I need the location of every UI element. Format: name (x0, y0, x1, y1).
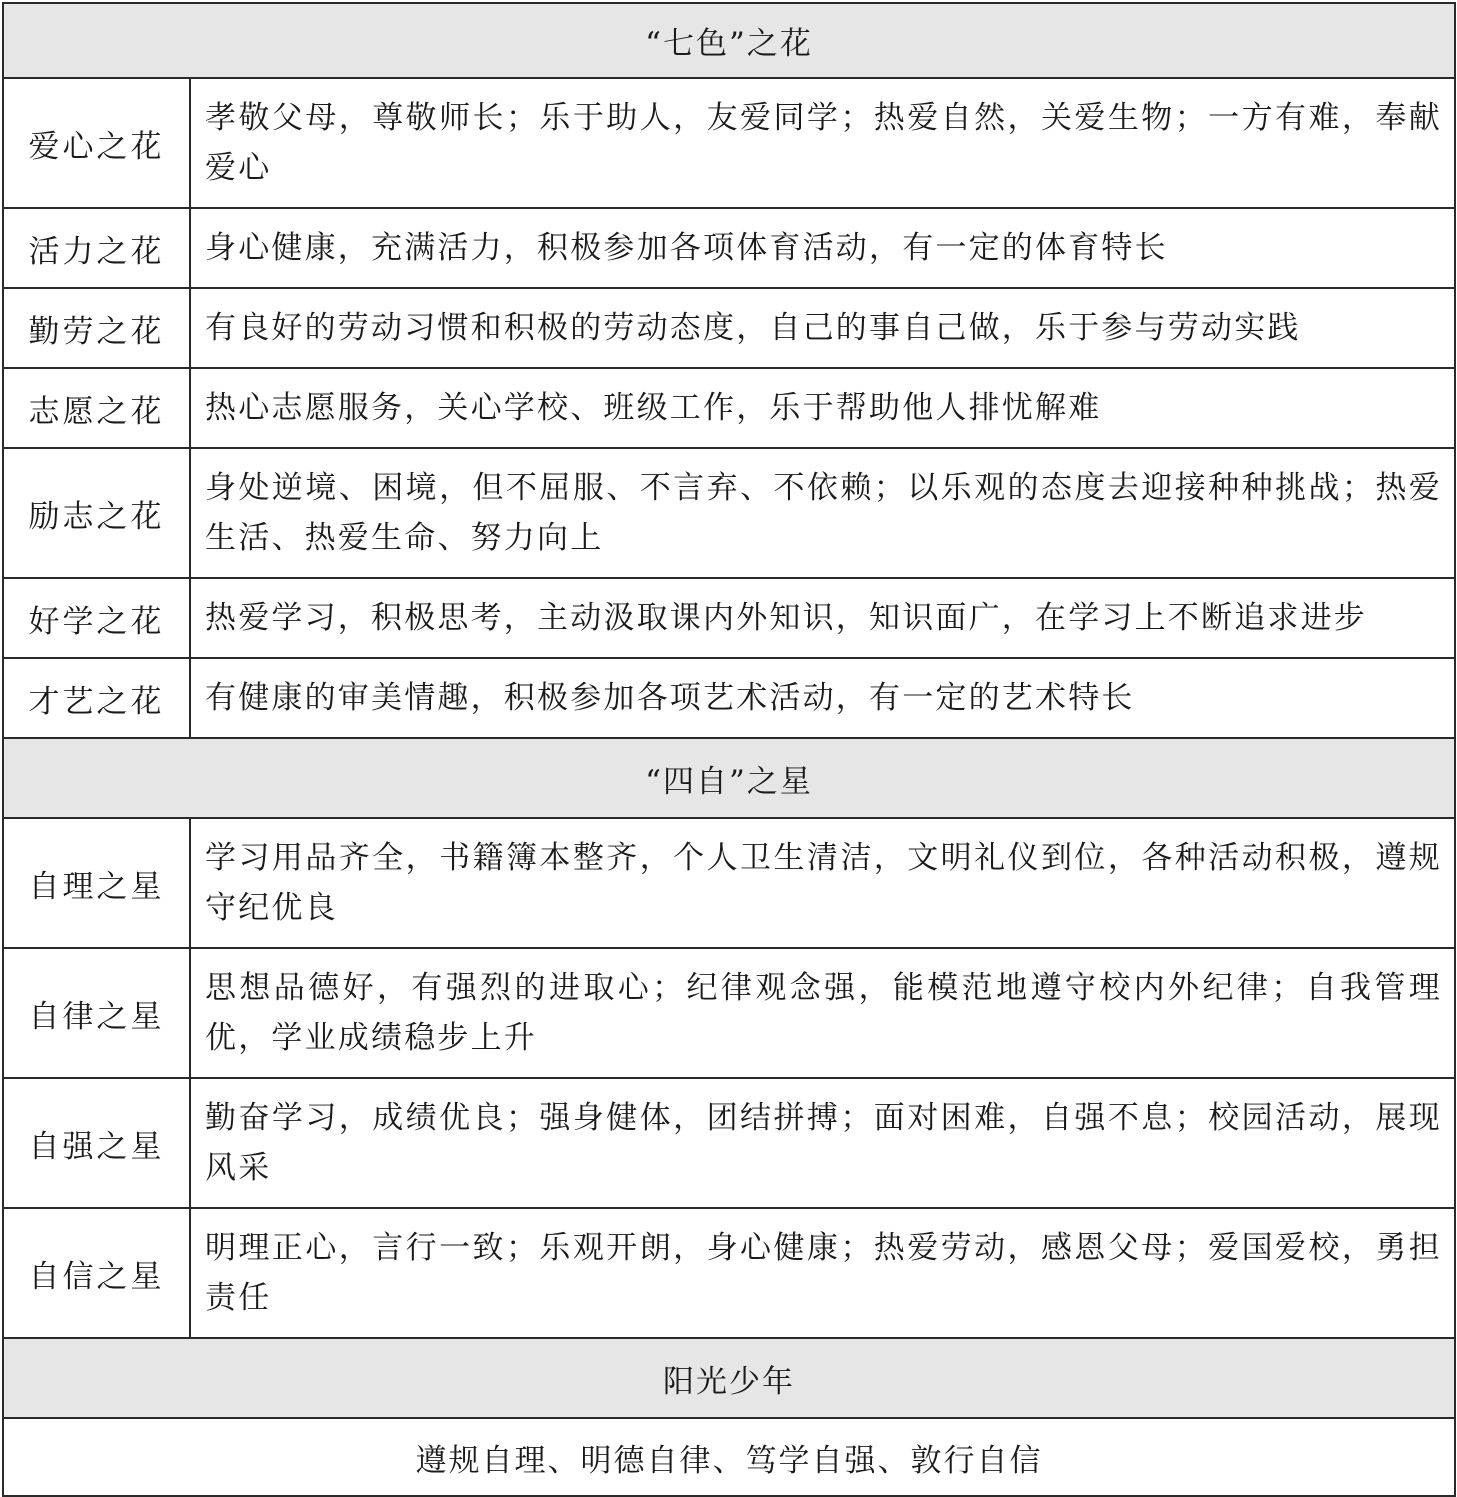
table-row (3, 368, 1455, 448)
table-row (3, 948, 1455, 1078)
table-row (3, 1208, 1455, 1338)
award-description: 勤奋学习，成绩优良；强身健体，团结拼搏；面对困难，自强不息；校园活动，展现风采 (190, 1078, 1455, 1208)
award-name: 才艺之花 (3, 658, 190, 738)
table-row (3, 448, 1455, 578)
table-row (3, 288, 1455, 368)
award-description: 热爱学习，积极思考，主动汲取课内外知识，知识面广，在学习上不断追求进步 (190, 578, 1455, 658)
section-title: “七色”之花 (3, 3, 1455, 78)
award-name: 爱心之花 (3, 78, 190, 208)
award-name: 自信之星 (3, 1208, 190, 1338)
table-row (3, 578, 1455, 658)
award-description: 身心健康，充满活力，积极参加各项体育活动，有一定的体育特长 (190, 208, 1455, 288)
award-name: 志愿之花 (3, 368, 190, 448)
award-name: 自律之星 (3, 948, 190, 1078)
award-description: 孝敬父母，尊敬师长；乐于助人，友爱同学；热爱自然，关爱生物；一方有难，奉献爱心 (190, 78, 1455, 208)
award-description: 有良好的劳动习惯和积极的劳动态度，自己的事自己做，乐于参与劳动实践 (190, 288, 1455, 368)
award-description: 有健康的审美情趣，积极参加各项艺术活动，有一定的艺术特长 (190, 658, 1455, 738)
table-row (3, 208, 1455, 288)
award-description: 学习用品齐全，书籍簿本整齐，个人卫生清洁，文明礼仪到位，各种活动积极，遵规守纪优良 (190, 818, 1455, 948)
award-name: 勤劳之花 (3, 288, 190, 368)
section-title: 阳光少年 (3, 1338, 1455, 1418)
final-description: 遵规自理、明德自律、笃学自强、敦行自信 (3, 1418, 1455, 1496)
award-description: 热心志愿服务，关心学校、班级工作，乐于帮助他人排忧解难 (190, 368, 1455, 448)
award-description: 身处逆境、困境，但不屈服、不言弃、不依赖；以乐观的态度去迎接种种挑战；热爱生活、热爱生命、努力向上 (190, 448, 1455, 578)
award-name: 自理之星 (3, 818, 190, 948)
award-name: 好学之花 (3, 578, 190, 658)
section-title: “四自”之星 (3, 738, 1455, 818)
award-name: 自强之星 (3, 1078, 190, 1208)
table-row (3, 78, 1455, 208)
award-name: 活力之花 (3, 208, 190, 288)
table-row (3, 1078, 1455, 1208)
award-description: 思想品德好，有强烈的进取心；纪律观念强，能模范地遵守校内外纪律；自我管理优，学业成绩稳步上升 (190, 948, 1455, 1078)
section-header-stars (3, 738, 1455, 818)
table-row (3, 818, 1455, 948)
award-description: 明理正心，言行一致；乐观开朗，身心健康；热爱劳动，感恩父母；爱国爱校，勇担责任 (190, 1208, 1455, 1338)
table-row (3, 658, 1455, 738)
section-header-flowers (3, 3, 1455, 78)
table-row (3, 1418, 1455, 1496)
section-header-sunshine (3, 1338, 1455, 1418)
award-criteria-table (2, 2, 1456, 1497)
award-name: 励志之花 (3, 448, 190, 578)
